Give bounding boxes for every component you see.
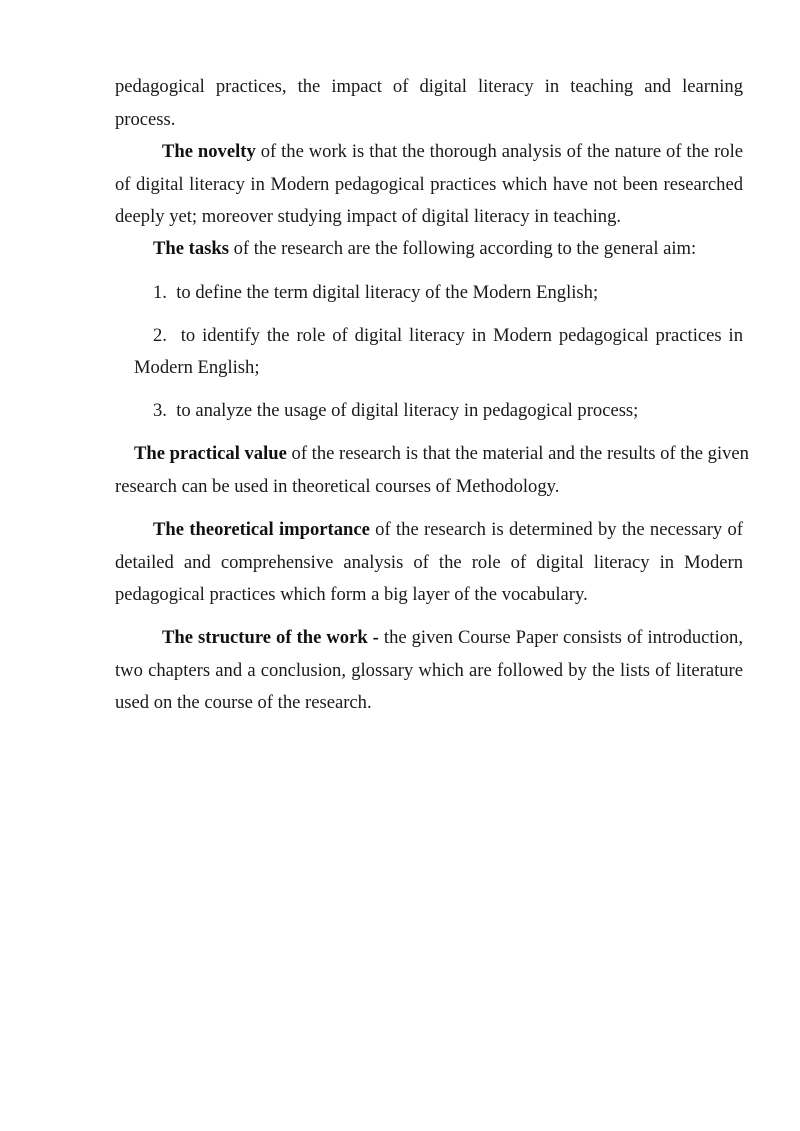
task-text: to identify the role of digital literacy in Modern pedagogical practices in [180, 325, 743, 346]
novelty-heading: The novelty [162, 141, 256, 162]
structure-line-3: used on the course of the research. [115, 692, 372, 713]
task-item-2-continued: Modern English; [134, 357, 260, 378]
practical-value-line-1 [134, 438, 749, 470]
novelty-text-1: of the work is that the thorough analysis of the nature of the role [255, 141, 743, 162]
task-text: to define the term digital literacy of the Modern English; [176, 282, 599, 303]
theoretical-importance-line-1 [153, 514, 743, 546]
task-text: to analyze the usage of digital literacy in pedagogical process; [176, 400, 639, 421]
novelty-line-3: deeply yet; moreover studying impact of digital literacy in teaching. [115, 206, 622, 227]
theoretical-importance-heading: The theoretical importance [153, 519, 370, 540]
structure-line-1 [162, 622, 743, 654]
structure-heading: The structure of the work - [162, 627, 379, 648]
intro-line-2: process. [115, 109, 176, 130]
structure-text-1: the given Course Paper consists of introduction, [378, 627, 743, 648]
structure-line-2: two chapters and a conclusion, glossary which are followed by the lists of literature [115, 660, 743, 681]
tasks-text: of the research are the following according to the general aim: [228, 238, 697, 259]
practical-value-heading: The practical value [134, 443, 287, 464]
task-number: 3. [153, 400, 167, 421]
intro-line-1: pedagogical practices, the impact of digital literacy in teaching and learning [115, 76, 743, 97]
tasks-heading: The tasks [153, 238, 229, 259]
practical-value-text-1: of the research is that the material and the results of the given [286, 443, 749, 464]
novelty-line-1 [162, 136, 743, 168]
task-item-3 [153, 395, 743, 427]
task-number: 2. [153, 325, 167, 346]
task-item-1 [153, 277, 743, 309]
tasks-intro [153, 233, 743, 265]
theoretical-importance-line-2: detailed and comprehensive analysis of the role of digital literacy in Modern [115, 552, 743, 573]
novelty-line-2: of digital literacy in Modern pedagogical practices which have not been researched [115, 174, 743, 195]
task-item-2 [153, 320, 743, 352]
theoretical-importance-line-3: pedagogical practices which form a big layer of the vocabulary. [115, 584, 588, 605]
theoretical-importance-text-1: of the research is determined by the necessary of [369, 519, 744, 540]
practical-value-line-2: research can be used in theoretical courses of Methodology. [115, 476, 560, 497]
task-number: 1. [153, 282, 167, 303]
